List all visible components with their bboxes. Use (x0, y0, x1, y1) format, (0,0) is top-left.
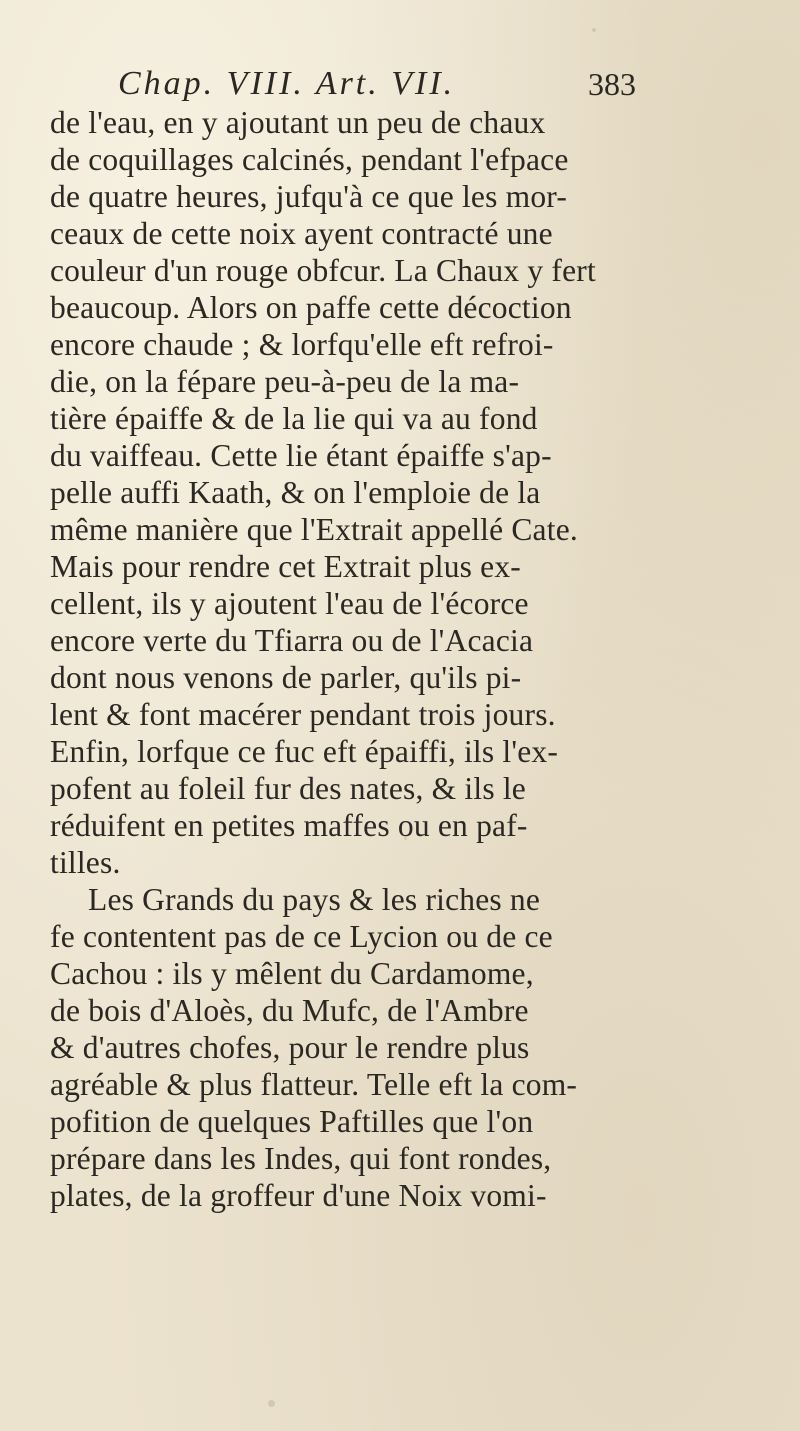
paper-blemish (404, 837, 407, 840)
text-line: tilles. (50, 845, 121, 880)
text-line: fe contentent pas de ce Lycion ou de ce (50, 919, 553, 954)
text-line: couleur d'un rouge obfcur. La Chaux y fert (50, 253, 596, 288)
text-line: de coquillages calcinés, pendant l'efpace (50, 142, 569, 177)
text-line: Enfin, lorfque ce fuc eft épaiffi, ils l'ex- (50, 734, 559, 769)
text-line: de l'eau, en y ajoutant un peu de chaux (50, 105, 546, 140)
text-line: lent & font macérer pendant trois jours. (50, 697, 556, 732)
text-line: dont nous venons de parler, qu'ils pi- (50, 660, 522, 695)
text-line: tière épaiffe & de la lie qui va au fond (50, 401, 538, 436)
paper-blemish (592, 28, 596, 32)
text-line: plates, de la groffeur d'une Noix vomi- (50, 1178, 547, 1213)
text-line: & d'autres chofes, pour le rendre plus (50, 1030, 530, 1065)
text-line: encore chaude ; & lorfqu'elle eft refroi- (50, 327, 554, 362)
text-line: cellent, ils y ajoutent l'eau de l'écorce (50, 586, 529, 621)
page-number: 383 (588, 66, 636, 102)
text-line: de bois d'Aloès, du Mufc, de l'Ambre (50, 993, 529, 1028)
running-head (118, 62, 778, 106)
text-line: encore verte du Tfiarra ou de l'Acacia (50, 623, 534, 658)
text-line: du vaiffeau. Cette lie étant épaiffe s'ap- (50, 438, 552, 473)
text-line: pofition de quelques Paftilles que l'on (50, 1104, 534, 1139)
paper-blemish (268, 1400, 275, 1407)
body-text (50, 104, 770, 1214)
chapter-article-heading: Chap. VIII. Art. VII. (118, 65, 456, 102)
text-line: agréable & plus flatteur. Telle eft la com- (50, 1067, 578, 1102)
text-line: réduifent en petites maffes ou en paf- (50, 808, 528, 843)
text-line: die, on la fépare peu-à-peu de la ma- (50, 364, 520, 399)
text-line: pofent au foleil fur des nates, & ils le (50, 771, 526, 806)
text-line: Mais pour rendre cet Extrait plus ex- (50, 549, 521, 584)
text-line: même manière que l'Extrait appellé Cate. (50, 512, 578, 547)
text-line: prépare dans les Indes, qui font rondes, (50, 1141, 552, 1176)
text-line: ceaux de cette noix ayent contracté une (50, 216, 553, 251)
text-line: Cachou : ils y mêlent du Cardamome, (50, 956, 534, 991)
text-line: pelle auffi Kaath, & on l'emploie de la (50, 475, 541, 510)
paragraph-start-line: Les Grands du pays & les riches ne (88, 882, 541, 917)
text-line: de quatre heures, jufqu'à ce que les mor- (50, 179, 568, 214)
text-line: beaucoup. Alors on paffe cette décoction (50, 290, 572, 325)
